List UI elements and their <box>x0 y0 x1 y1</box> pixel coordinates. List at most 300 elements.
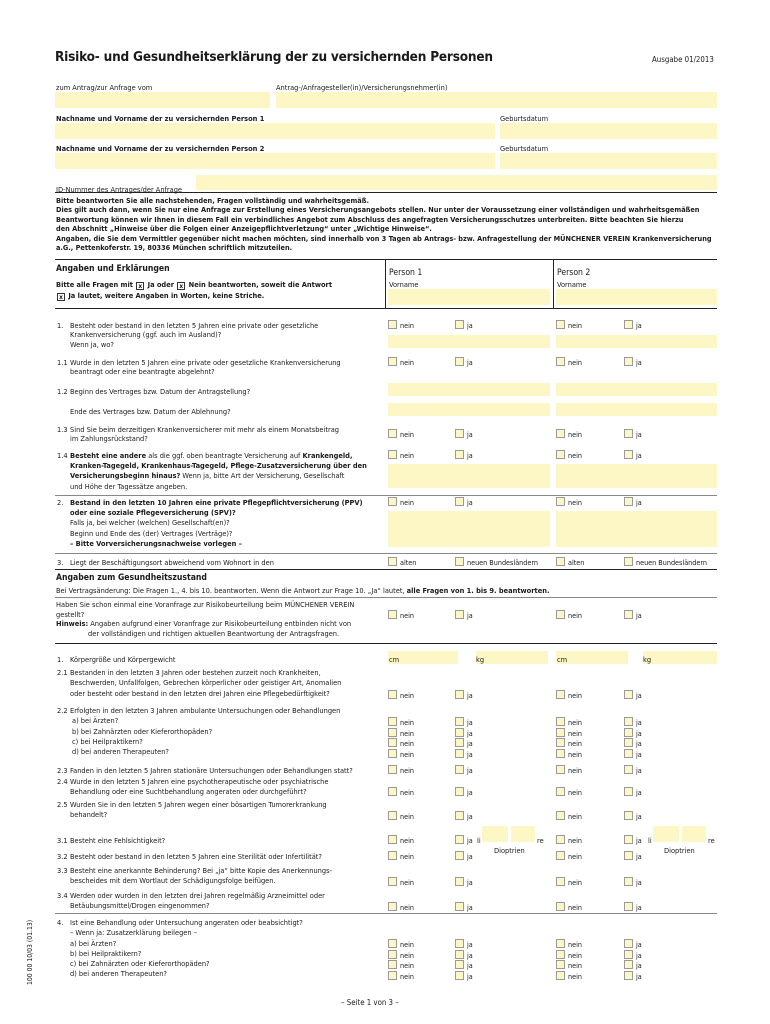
question-line: Betäubungsmittel/Drogen eingenommen? <box>70 901 210 911</box>
intro-line-2: Dies gilt auch dann, wenn Sie nur eine Anfrage zur Erstellung eines Versicherungsangebots stellen. Nur unter der Voraussetzung einer vollständigen und wahrheitsgemäßen <box>56 205 700 215</box>
question-text <box>70 498 382 549</box>
nein-checkbox[interactable] <box>388 851 397 860</box>
person1-weight-field[interactable] <box>476 651 548 664</box>
nein-checkbox[interactable] <box>556 610 565 619</box>
nein-checkbox[interactable] <box>556 971 565 980</box>
question-line: Bestand in den letzten 10 Jahren eine private Pflegepflichtversicherung (PPV) <box>70 498 363 507</box>
nein-checkbox[interactable] <box>556 950 565 959</box>
ja-checkbox[interactable] <box>455 787 464 796</box>
question-line: gestellt? <box>56 609 85 619</box>
nein-checkbox[interactable] <box>388 610 397 619</box>
ja-checkbox[interactable] <box>455 320 464 329</box>
ja-checkbox[interactable] <box>624 357 633 366</box>
nein-option-label: nein <box>400 451 414 460</box>
question-line: Beginn und Ende des (der) Vertrages (Verträge)? <box>70 528 233 538</box>
ja-checkbox[interactable] <box>455 497 464 506</box>
question-number: 1. <box>57 321 64 330</box>
question-line: im Zahlungsrückstand? <box>70 434 148 444</box>
nein-option-label: nein <box>400 358 414 367</box>
question-number: 3. <box>57 558 64 567</box>
nein-option-label: nein <box>568 836 582 845</box>
ja-checkbox[interactable] <box>455 610 464 619</box>
nein-option-label: nein <box>568 852 582 861</box>
ja-checkbox[interactable] <box>624 787 633 796</box>
person1-contract-start-field[interactable] <box>388 383 550 396</box>
form-code: 100 00 10/03 (01.13) <box>26 919 34 985</box>
nein-checkbox[interactable] <box>388 690 397 699</box>
question-number: 2.4 <box>57 777 68 786</box>
nein-checkbox[interactable] <box>556 787 565 796</box>
nein-option-label: nein <box>400 718 414 727</box>
person2-care-insurance-field[interactable] <box>556 511 717 547</box>
nein-checkbox[interactable] <box>556 877 565 886</box>
question-line: c) bei Heilpraktikern? <box>72 736 143 746</box>
ja-checkbox[interactable] <box>624 939 633 948</box>
question-text <box>70 451 382 492</box>
ja-option-label: ja <box>467 836 473 845</box>
ja-checkbox[interactable] <box>455 877 464 886</box>
nein-option-label: nein <box>400 788 414 797</box>
question-line: Besteht oder bestand in den letzten 5 Jahren eine private oder gesetzliche <box>70 321 319 330</box>
question-line: Wenn ja, wo? <box>70 339 114 349</box>
person1-contract-end-field[interactable] <box>388 403 550 416</box>
x-mark-icon: x <box>57 293 65 301</box>
person2-weight-field[interactable] <box>643 651 717 664</box>
nein-checkbox[interactable] <box>556 902 565 911</box>
intro-line-1: Bitte beantworten Sie alle nachstehenden, Fragen vollständig und wahrheitsgemäß. <box>56 196 369 205</box>
alten-option-label: alten <box>568 558 585 567</box>
nein-checkbox[interactable] <box>556 738 565 747</box>
nein-option-label: nein <box>568 498 582 507</box>
ja-option-label: ja <box>636 812 642 821</box>
question-number: 1.2 <box>57 387 68 396</box>
person2-insurance-where-field[interactable] <box>556 335 717 348</box>
id-number-field[interactable] <box>196 175 717 190</box>
ja-option-label: ja <box>636 611 642 620</box>
question-text <box>70 358 382 377</box>
ja-checkbox[interactable] <box>624 749 633 758</box>
nein-checkbox[interactable] <box>388 765 397 774</box>
divider <box>55 192 717 193</box>
divider <box>55 597 717 598</box>
ja-checkbox[interactable] <box>624 690 633 699</box>
question-line: Krankengeld, <box>302 451 353 460</box>
nein-option-label: nein <box>568 358 582 367</box>
ja-option-label: ja <box>636 903 642 912</box>
question-number: 2. <box>57 498 64 507</box>
person1-birthdate-field[interactable] <box>500 123 717 139</box>
question-line: Wurden Sie in den letzten 5 Jahren wegen einer bösartigen Tumorerkrankung <box>70 800 327 809</box>
divider <box>553 260 554 308</box>
ja-checkbox[interactable] <box>455 950 464 959</box>
person2-contract-end-field[interactable] <box>556 403 717 416</box>
question-line: Erfolgten in den letzten 3 Jahren ambulante Untersuchungen oder Behandlungen <box>70 706 341 715</box>
question-text <box>70 866 382 887</box>
label-left: li <box>477 836 481 845</box>
question-number: 1.1 <box>57 358 68 367</box>
nein-option-label: nein <box>400 739 414 748</box>
ja-checkbox[interactable] <box>624 877 633 886</box>
divider <box>55 308 717 309</box>
person2-name-field[interactable] <box>55 153 495 169</box>
label-diopters: Dioptrien <box>664 846 695 855</box>
person2-diopter-left[interactable] <box>653 826 679 842</box>
question-number: 1.3 <box>57 425 68 434</box>
question-line: Kranken-Tagegeld, Krankenhaus-Tagegeld, Pflege-Zusatzversicherung über den <box>70 461 367 471</box>
question-line: Haben Sie schon einmal eine Voranfrage zur Risikobeurteilung beim MÜNCHENER VEREIN <box>56 600 355 609</box>
unit-cm: cm <box>557 655 568 664</box>
nein-checkbox[interactable] <box>556 357 565 366</box>
question-text <box>70 321 382 349</box>
alten-option-label: alten <box>400 558 417 567</box>
ja-option-label: ja <box>467 498 473 507</box>
nein-checkbox[interactable] <box>388 429 397 438</box>
nein-option-label: nein <box>400 903 414 912</box>
nein-checkbox[interactable] <box>388 960 397 969</box>
question-text <box>70 777 382 798</box>
divider <box>385 260 386 308</box>
ja-checkbox[interactable] <box>455 835 464 844</box>
antrag-date-field[interactable] <box>55 92 270 108</box>
person1-other-insurance-field[interactable] <box>388 464 550 488</box>
nein-checkbox[interactable] <box>388 811 397 820</box>
question-line: Beschwerden, Unfallfolgen, Gebrechen körperlicher oder geistiger Art, Anomalien <box>70 678 342 688</box>
ja-option-label: ja <box>636 961 642 970</box>
ja-checkbox[interactable] <box>624 450 633 459</box>
nein-checkbox[interactable] <box>388 749 397 758</box>
person1-name-field[interactable] <box>55 123 495 139</box>
change-note <box>56 586 549 595</box>
nein-checkbox[interactable] <box>388 950 397 959</box>
label-diopters: Dioptrien <box>494 846 525 855</box>
question-line: c) bei Zahnärzten oder Kieferorthopäden? <box>70 959 210 969</box>
nein-checkbox[interactable] <box>388 728 397 737</box>
divider <box>55 495 717 496</box>
nein-checkbox[interactable] <box>556 450 565 459</box>
question-line: und Höhe der Tagessätze angeben. <box>70 481 188 491</box>
question-text: Ende des Vertrages bzw. Datum der Ablehnung? <box>70 407 231 416</box>
nein-checkbox[interactable] <box>388 971 397 980</box>
divider <box>55 913 717 914</box>
nein-checkbox[interactable] <box>556 960 565 969</box>
nein-checkbox[interactable] <box>556 851 565 860</box>
nein-checkbox[interactable] <box>556 497 565 506</box>
nein-checkbox[interactable] <box>556 717 565 726</box>
page-title: Risiko- und Gesundheitserklärung der zu versichernden Personen <box>55 49 493 65</box>
person1-care-insurance-field[interactable] <box>388 511 550 547</box>
nein-option-label: nein <box>568 718 582 727</box>
ja-checkbox[interactable] <box>455 429 464 438</box>
person1-firstname-label: Vorname <box>389 280 419 289</box>
ja-option-label: ja <box>467 718 473 727</box>
ja-option-label: ja <box>467 729 473 738</box>
ja-checkbox[interactable] <box>624 950 633 959</box>
nein-checkbox[interactable] <box>556 690 565 699</box>
question-text: Liegt der Beschäftigungsort abweichend vom Wohnort in den <box>70 558 274 567</box>
nein-option-label: nein <box>568 430 582 439</box>
nein-checkbox[interactable] <box>388 738 397 747</box>
hint-text: Angaben aufgrund einer Voranfrage zur Risikobeurteilung entbinden nicht von <box>88 619 352 629</box>
question-text <box>70 918 382 980</box>
nein-checkbox[interactable] <box>388 787 397 796</box>
person1-diopter-left[interactable] <box>482 826 508 842</box>
question-line: Wurde in den letzten 5 Jahren eine private oder gesetzliche Krankenversicherung <box>70 358 341 367</box>
ja-option-label: ja <box>636 766 642 775</box>
question-line: Falls ja, bei welcher (welchen) Gesellschaft(en)? <box>70 518 230 528</box>
ja-checkbox[interactable] <box>624 811 633 820</box>
person2-birthdate-label: Geburtsdatum <box>500 144 549 153</box>
ja-option-label: ja <box>636 878 642 887</box>
ja-option-label: ja <box>636 739 642 748</box>
ja-option-label: ja <box>467 951 473 960</box>
nein-option-label: nein <box>400 766 414 775</box>
ja-checkbox[interactable] <box>455 939 464 948</box>
question-text: Besteht oder bestand in den letzten 5 Jahren eine Sterilität oder Infertilität? <box>70 852 322 861</box>
nein-checkbox[interactable] <box>388 902 397 911</box>
question-line: bescheides mit dem Wortlaut der Schädigungsfolge beifügen. <box>70 876 276 886</box>
person1-birthdate-label: Geburtsdatum <box>500 114 549 123</box>
question-text: Körpergröße und Körpergewicht <box>70 655 176 664</box>
question-line: Besteht eine anerkannte Behinderung? Bei „ja“ bitte Kopie des Anerkennungs- <box>70 866 332 875</box>
question-text <box>70 425 382 444</box>
ja-checkbox[interactable] <box>624 610 633 619</box>
question-line: – Bitte Vorversicherungsnachweise vorlegen – <box>70 538 242 548</box>
question-line: Besteht eine andere <box>70 451 147 460</box>
ja-option-label: ja <box>467 903 473 912</box>
answer-instructions <box>56 279 332 301</box>
unit-kg: kg <box>476 655 485 664</box>
ja-option-label: ja <box>467 940 473 949</box>
person2-firstname-field[interactable] <box>556 289 717 305</box>
nein-option-label: nein <box>400 729 414 738</box>
ja-checkbox[interactable] <box>624 717 633 726</box>
intro-line-4: den Abschnitt „Hinweise über die Folgen einer Anzeigepflichtverletzung“ unter „Wichtige Hinweise“. <box>56 224 432 234</box>
ja-checkbox[interactable] <box>455 728 464 737</box>
question-number: 1. <box>57 655 64 664</box>
ja-checkbox[interactable] <box>455 357 464 366</box>
ja-option-label: ja <box>636 691 642 700</box>
ja-checkbox[interactable] <box>624 765 633 774</box>
question-line: oder eine soziale Pflegeversicherung (SPV)? <box>70 508 236 518</box>
question-line: Wenn ja, bitte Art der Versicherung, Gesellschaft <box>180 471 345 481</box>
person2-name-label: Nachname und Vorname der zu versichernden Person 2 <box>56 144 265 153</box>
intro-text <box>56 196 720 252</box>
ja-option-label: ja <box>467 739 473 748</box>
ja-checkbox[interactable] <box>455 902 464 911</box>
nein-option-label: nein <box>568 729 582 738</box>
unit-cm: cm <box>389 655 400 664</box>
nein-option-label: nein <box>400 972 414 981</box>
question-number: 4. <box>57 918 64 927</box>
nein-option-label: nein <box>568 691 582 700</box>
person2-firstname-label: Vorname <box>557 280 587 289</box>
ja-option-label: ja <box>636 498 642 507</box>
question-number: 2.1 <box>57 668 68 677</box>
unit-kg: kg <box>643 655 652 664</box>
question-line: behandelt? <box>70 810 108 820</box>
question-number: 2.2 <box>57 706 68 715</box>
divider <box>55 553 717 554</box>
applicant-field[interactable] <box>276 92 717 108</box>
nein-option-label: nein <box>400 836 414 845</box>
nein-checkbox[interactable] <box>556 939 565 948</box>
ja-option-label: ja <box>467 788 473 797</box>
ja-checkbox[interactable] <box>455 738 464 747</box>
question-text: Beginn des Vertrages bzw. Datum der Antragstellung? <box>70 387 251 396</box>
question-number: 3.2 <box>57 852 68 861</box>
nein-option-label: nein <box>400 611 414 620</box>
ja-option-label: ja <box>467 972 473 981</box>
ja-option-label: ja <box>467 691 473 700</box>
ja-checkbox[interactable] <box>455 717 464 726</box>
question-line: oder besteht oder bestand in den letzten drei Jahren eine Pflegebedürftigkeit? <box>70 688 330 698</box>
ja-option-label: ja <box>636 729 642 738</box>
ja-checkbox[interactable] <box>455 690 464 699</box>
question-number: 1.4 <box>57 451 68 460</box>
nein-checkbox[interactable] <box>388 450 397 459</box>
edition-label: Ausgabe 01/2013 <box>652 55 714 64</box>
intro-line-5: Angaben, die Sie dem Vermittler gegenüber nicht machen möchten, sind innerhalb von 3 Tagen ab Antrags- bzw. Anfragestellung der MÜNCHENER VEREIN Krankenversicherung <box>56 233 712 243</box>
ja-option-label: ja <box>636 972 642 981</box>
nein-checkbox[interactable] <box>556 811 565 820</box>
ja-checkbox[interactable] <box>624 738 633 747</box>
instr-text: Nein beantworten, soweit die Antwort <box>188 280 333 289</box>
ja-checkbox[interactable] <box>624 835 633 844</box>
ja-checkbox[interactable] <box>455 811 464 820</box>
ja-checkbox[interactable] <box>624 497 633 506</box>
neu-checkbox[interactable] <box>455 557 464 566</box>
nein-checkbox[interactable] <box>388 835 397 844</box>
ja-option-label: ja <box>636 836 642 845</box>
nein-option-label: nein <box>400 951 414 960</box>
alten-checkbox[interactable] <box>388 557 397 566</box>
nein-option-label: nein <box>400 878 414 887</box>
ja-checkbox[interactable] <box>455 971 464 980</box>
question-number: 3.3 <box>57 866 68 875</box>
ja-option-label: ja <box>636 951 642 960</box>
nein-option-label: nein <box>568 739 582 748</box>
ja-checkbox[interactable] <box>455 851 464 860</box>
section-title-health: Angaben zum Gesundheitszustand <box>56 573 207 583</box>
person2-birthdate-field[interactable] <box>500 153 717 169</box>
nein-checkbox[interactable] <box>388 939 397 948</box>
nein-option-label: nein <box>568 878 582 887</box>
question-line: d) bei anderen Therapeuten? <box>70 969 167 979</box>
label-right: re <box>708 836 715 845</box>
divider <box>55 643 717 644</box>
question-line: – Wenn ja: Zusatzerklärung beilegen – <box>70 928 198 938</box>
nein-option-label: nein <box>568 611 582 620</box>
ja-option-label: ja <box>467 430 473 439</box>
hint-text: der vollständigen und richtigen aktuellen Beantwortung der Antragsfragen. <box>88 628 340 638</box>
nein-checkbox[interactable] <box>388 717 397 726</box>
ja-checkbox[interactable] <box>455 450 464 459</box>
nein-option-label: nein <box>568 972 582 981</box>
question-line: a) bei Ärzten? <box>72 716 119 726</box>
ja-checkbox[interactable] <box>624 728 633 737</box>
person2-contract-start-field[interactable] <box>556 383 717 396</box>
applicant-label: Antrag-/Anfragesteller(in)/Versicherungsnehmer(in) <box>276 83 448 92</box>
neu-checkbox[interactable] <box>624 557 633 566</box>
question-line: Bestanden in den letzten 3 Jahren oder bestehen zurzeit noch Krankheiten, <box>70 668 321 677</box>
person1-insurance-where-field[interactable] <box>388 335 550 348</box>
ja-checkbox[interactable] <box>624 851 633 860</box>
instr-text: Ja oder <box>147 280 174 289</box>
ja-option-label: ja <box>636 718 642 727</box>
alten-checkbox[interactable] <box>556 557 565 566</box>
nein-checkbox[interactable] <box>388 357 397 366</box>
person1-name-label: Nachname und Vorname der zu versichernden Person 1 <box>56 114 265 123</box>
ja-checkbox[interactable] <box>624 429 633 438</box>
ja-checkbox[interactable] <box>455 765 464 774</box>
ja-checkbox[interactable] <box>624 320 633 329</box>
question-line: b) bei Zahnärzten oder Kieferorthopäden? <box>72 726 213 736</box>
ja-option-label: ja <box>636 940 642 949</box>
question-line: Ist eine Behandlung oder Untersuchung angeraten oder beabsichtigt? <box>70 918 303 927</box>
nein-checkbox[interactable] <box>556 835 565 844</box>
question-line: Werden oder wurden in den letzten drei Jahren regelmäßig Arzneimittel oder <box>70 891 325 900</box>
ja-checkbox[interactable] <box>624 971 633 980</box>
question-text: Besteht eine Fehlsichtigkeit? <box>70 836 166 845</box>
antrag-date-label: zum Antrag/zur Anfrage vom <box>56 83 153 92</box>
note-text: alle Fragen von 1. bis 9. beantworten. <box>406 586 550 595</box>
question-text: Fanden in den letzten 5 Jahren stationäre Untersuchungen oder Behandlungen statt? <box>70 766 353 775</box>
ja-checkbox[interactable] <box>624 902 633 911</box>
nein-option-label: nein <box>400 812 414 821</box>
question-line: b) bei Heilpraktikern? <box>70 948 142 958</box>
nein-checkbox[interactable] <box>388 497 397 506</box>
person2-diopter-right[interactable] <box>682 826 706 842</box>
question-text <box>70 891 382 912</box>
nein-checkbox[interactable] <box>556 749 565 758</box>
nein-option-label: nein <box>568 812 582 821</box>
nein-checkbox[interactable] <box>556 728 565 737</box>
intro-line-3: Beantwortung können wir Ihnen in diesem Fall ein verbindliches Angebot zum Abschluss des angefragten Versicherungsschutzes unterbreiten. Bitte beachten Sie hierzu <box>56 214 684 224</box>
nein-option-label: nein <box>400 498 414 507</box>
nein-checkbox[interactable] <box>388 877 397 886</box>
nein-option-label: nein <box>400 430 414 439</box>
question-text <box>70 800 382 821</box>
ja-option-label: ja <box>467 812 473 821</box>
question-line: d) bei anderen Therapeuten? <box>72 747 169 757</box>
person2-other-insurance-field[interactable] <box>556 464 717 488</box>
person1-firstname-field[interactable] <box>388 289 550 305</box>
question-text <box>70 706 382 757</box>
ja-checkbox[interactable] <box>455 749 464 758</box>
ja-option-label: ja <box>636 451 642 460</box>
person1-diopter-right[interactable] <box>511 826 535 842</box>
nein-checkbox[interactable] <box>556 765 565 774</box>
section-title-declarations: Angaben und Erklärungen <box>56 264 170 274</box>
instr-text: Bitte alle Fragen mit <box>56 280 133 289</box>
nein-option-label: nein <box>568 750 582 759</box>
nein-checkbox[interactable] <box>556 320 565 329</box>
ja-checkbox[interactable] <box>455 960 464 969</box>
ja-option-label: ja <box>467 358 473 367</box>
ja-option-label: ja <box>467 878 473 887</box>
ja-option-label: ja <box>636 852 642 861</box>
nein-option-label: nein <box>400 852 414 861</box>
nein-checkbox[interactable] <box>388 320 397 329</box>
nein-option-label: nein <box>400 750 414 759</box>
ja-checkbox[interactable] <box>624 960 633 969</box>
question-line: beantragt oder eine beantragte abgelehnt? <box>70 367 215 377</box>
nein-checkbox[interactable] <box>556 429 565 438</box>
neu-option-label: neuen Bundesländern <box>636 558 707 567</box>
intro-line-6: a.G., Pettenkoferstr. 19, 80336 München schriftlich mitzuteilen. <box>56 243 293 253</box>
note-text: Bei Vertragsänderung: Die Fragen 1., 4. bis 10. beantworten. Wenn die Antwort zur Frage 10. „Ja“ lautet, <box>56 586 407 595</box>
question-line: Versicherungsbeginn hinaus? <box>70 471 181 481</box>
